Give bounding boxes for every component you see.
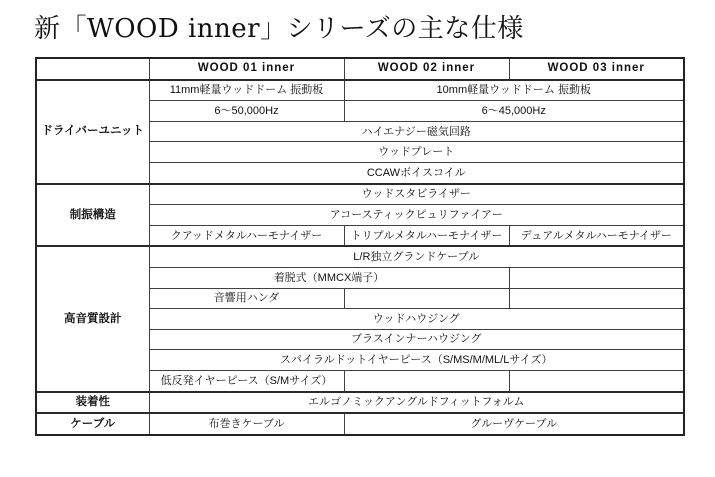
spec-cell: ハイエナジー磁気回路 (149, 121, 684, 142)
spec-cell-empty (509, 370, 684, 391)
spec-cell: デュアルメタルハーモナイザー (509, 225, 684, 246)
spec-cell-empty (344, 288, 509, 309)
spec-cell: トリプルメタルハーモナイザー (344, 225, 509, 246)
spec-cell: CCAWボイスコイル (149, 162, 684, 183)
column-header-3: WOOD 03 inner (509, 58, 684, 80)
spec-cell: ブラスインナーハウジング (149, 329, 684, 350)
spec-cell: L/R独立グランドケーブル (149, 246, 684, 267)
spec-cell: ウッドプレート (149, 142, 684, 163)
spec-cell: エルゴノミックアングルドフィットフォルム (149, 392, 684, 414)
table-row (36, 184, 684, 205)
category-cell-3: 装着性 (36, 392, 149, 414)
spec-cell: グルーヴケーブル (344, 413, 684, 435)
spec-table (35, 57, 685, 436)
column-header-1: WOOD 01 inner (149, 58, 344, 80)
table-row (36, 413, 684, 435)
spec-cell: 11mm軽量ウッドドーム 振動板 (149, 80, 344, 101)
category-cell-1: 制振構造 (36, 184, 149, 247)
spec-cell: アコースティックピュリファイアー (149, 205, 684, 226)
table-row (36, 246, 684, 267)
table-row (36, 80, 684, 101)
spec-table-body (36, 58, 684, 435)
category-cell-4: ケーブル (36, 413, 149, 435)
page-title: 新「WOOD inner」シリーズの主な仕様 (34, 14, 524, 44)
spec-cell-empty (344, 370, 509, 391)
spec-cell: 布巻きケーブル (149, 413, 344, 435)
spec-cell: クアッドメタルハーモナイザー (149, 225, 344, 246)
spec-cell: 6〜45,000Hz (344, 101, 684, 122)
spec-cell: スパイラルドットイヤーピース（S/MS/M/ML/Lサイズ） (149, 350, 684, 371)
spec-cell: 10mm軽量ウッドドーム 振動板 (344, 80, 684, 101)
category-cell-0: ドライバーユニット (36, 80, 149, 184)
table-row (36, 392, 684, 414)
header-row (36, 58, 684, 80)
category-cell-2: 高音質設計 (36, 246, 149, 391)
spec-cell-empty (509, 267, 684, 288)
spec-cell-empty (509, 288, 684, 309)
spec-cell: 6〜50,000Hz (149, 101, 344, 122)
spec-cell: ウッドスタビライザー (149, 184, 684, 205)
corner-cell (36, 58, 149, 80)
column-header-2: WOOD 02 inner (344, 58, 509, 80)
spec-cell: 着脱式（MMCX端子） (149, 267, 509, 288)
spec-cell: 音響用ハンダ (149, 288, 344, 309)
spec-cell: 低反発イヤーピース（S/Mサイズ） (149, 370, 344, 391)
spec-cell: ウッドハウジング (149, 309, 684, 330)
